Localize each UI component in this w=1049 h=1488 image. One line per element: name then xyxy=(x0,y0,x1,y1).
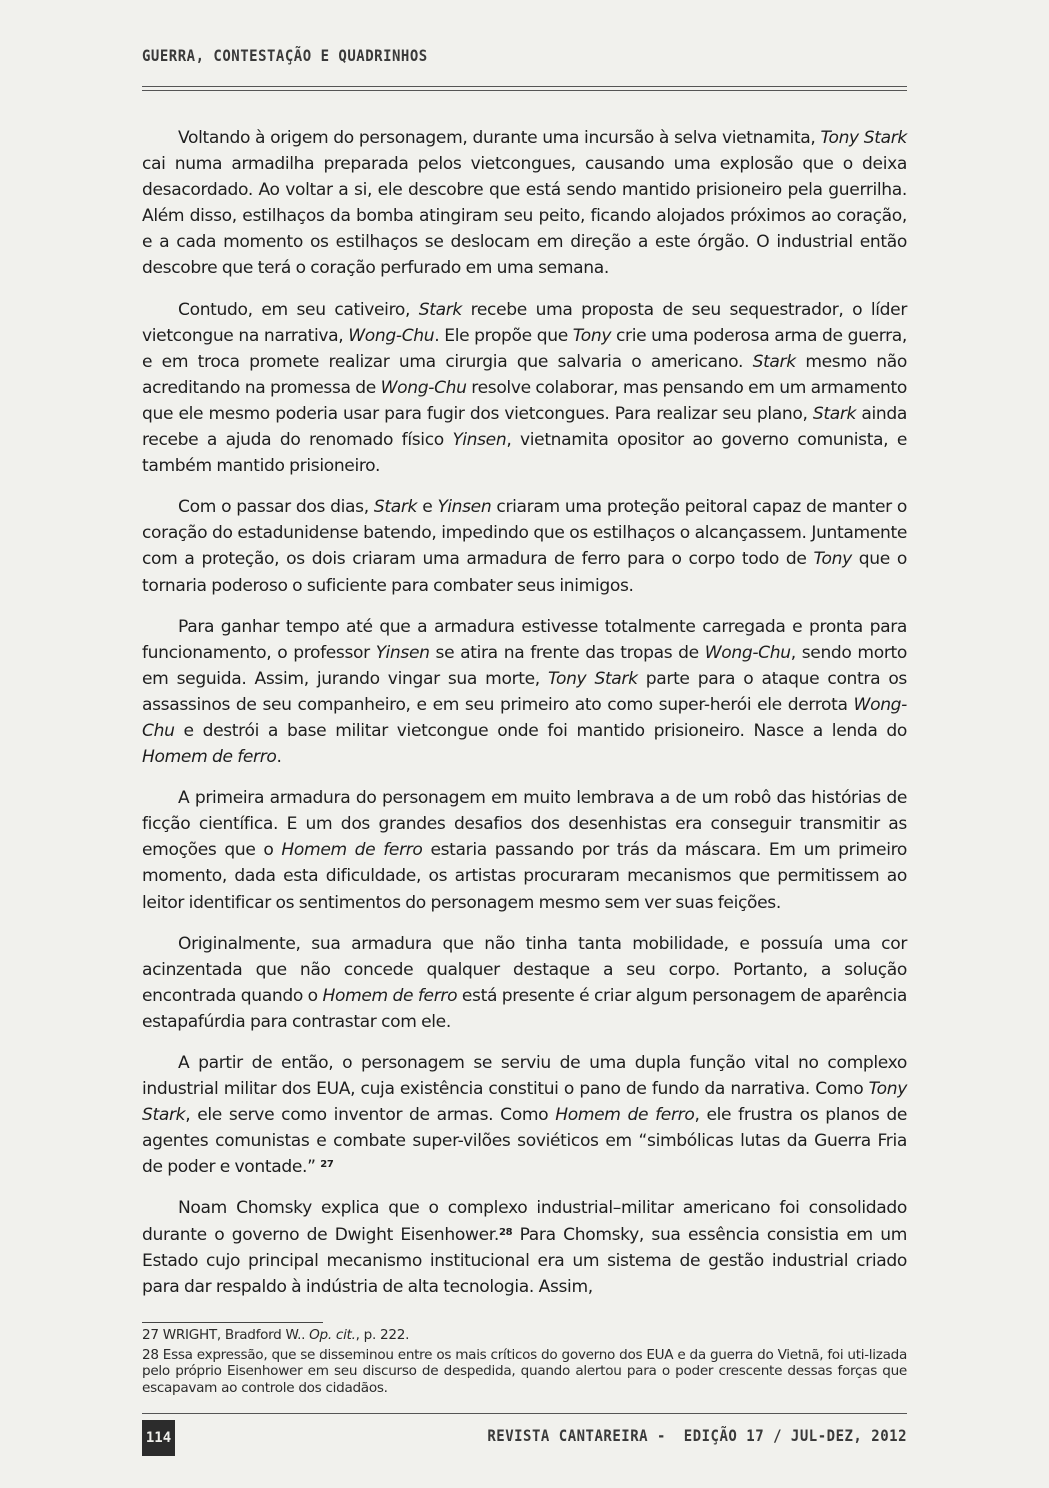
text-run: 28 Essa expressão, que se disseminou entre os mais críticos do governo dos EUA e da guerra do Vietnã, foi uti-lizada pelo próprio Eisenhower em seu discurso de despedida, quando alertou para o poder crescente dessas forças que escapavam ao controle dos cidadãos. xyxy=(142,1346,907,1396)
footer-rule xyxy=(142,1413,907,1414)
italic-text: Stark xyxy=(418,299,462,320)
italic-text: Op. cit. xyxy=(309,1327,356,1343)
page-number: 114 xyxy=(142,1420,175,1456)
italic-text: Wong-Chu xyxy=(704,642,791,663)
text-run: Para Chomsky, sua essência consistia em um Estado cujo principal mecanismo institucional era um sistema de gestão industrial criado para dar respaldo à indústria de alta tecnologia. Assim, xyxy=(142,1224,908,1297)
text-run: parte para o ataque contra os assassinos de seu companheiro, e em seu primeiro ato como super-herói ele derrota xyxy=(142,668,907,715)
article-body xyxy=(142,125,907,1315)
text-run: A partir de então, o personagem se serviu de uma dupla função vital no complexo industrial militar dos EUA, cuja existência constitui o pano de fundo da narrativa. Como xyxy=(142,1053,907,1100)
text-run: , ele serve como inventor de armas. Como xyxy=(185,1105,556,1126)
paragraph xyxy=(142,785,907,915)
italic-text: Tony Stark xyxy=(820,128,907,148)
text-run: está presente é criar algum personagem de aparência estapafúrdia para contrastar com ele. xyxy=(142,985,908,1032)
italic-text: Homem de ferro xyxy=(555,1105,695,1126)
italic-text: Stark xyxy=(812,403,857,424)
text-run: , vietnamita opositor ao governo comunista, e também mantido prisioneiro. xyxy=(142,430,908,477)
paragraph xyxy=(142,1050,907,1180)
italic-text: Wong-Chu xyxy=(348,325,435,346)
text-run: cai numa armadilha preparada pelos vietcongues, causando uma explosão que o deixa desacordado. Ao voltar a si, ele descobre que está sendo mantido prisioneiro pela guerrilha. Além disso, estilhaços da bomba atingiram seu peito, ficando alojados próximos ao coração, e a cada momento os estilhaços se deslocam em direção a este órgão. O industrial então descobre que terá o coração perfurado em uma semana. xyxy=(142,154,907,279)
text-run: Com o passar dos dias, xyxy=(178,497,374,518)
footnote xyxy=(142,1347,907,1397)
text-run: A primeira armadura do personagem em muito lembrava a de um robô das histórias de ficção científica. E um dos grandes desafios dos desenhistas era conseguir transmitir as emoções que o xyxy=(142,788,907,861)
footnote-reference: 27 xyxy=(320,1159,334,1171)
text-run: estaria passando por trás da máscara. Em um primeiro momento, dada esta dificuldade, os artistas procuraram mecanismos que permitissem ao leitor identificar os sentimentos do personagem mesmo sem ver suas feições. xyxy=(142,840,908,913)
italic-text: Tony xyxy=(813,549,852,570)
italic-text: Homem de ferro xyxy=(281,840,423,861)
italic-text: Tony xyxy=(572,325,612,346)
footnote xyxy=(142,1327,907,1344)
text-run: que o tornaria poderoso o suficiente para combater seus inimigos. xyxy=(142,549,907,596)
text-run: e destrói a base militar vietcongue onde foi mantido prisioneiro. Nasce a lenda do xyxy=(174,720,907,741)
text-run: resolve colaborar, mas pensando em um armamento que ele mesmo poderia usar para fugir dos vietcongues. Para realizar seu plano, xyxy=(142,377,908,424)
italic-text: Tony Stark xyxy=(547,668,638,689)
italic-text: Yinsen xyxy=(452,430,507,451)
italic-text: Yinsen xyxy=(437,497,492,518)
text-run: Originalmente, sua armadura que não tinha tanta mobilidade, e possuía uma cor acinzentada que não concede qualquer destaque a seu corpo. Portanto, a solução encontrada quando o xyxy=(142,933,907,1006)
text-run: Noam Chomsky explica que o complexo industrial–militar americano foi consolidado durante o governo de Dwight Eisenhower. xyxy=(142,1198,907,1245)
running-title: GUERRA, CONTESTAÇÃO E QUADRINHOS xyxy=(142,47,428,66)
italic-text: Wong-Chu xyxy=(380,377,467,398)
text-run: . Ele propõe que xyxy=(434,325,573,346)
text-run: ainda recebe a ajuda do renomado físico xyxy=(142,403,907,451)
text-run: 27 WRIGHT, Bradford W.. xyxy=(142,1327,310,1343)
italic-text: Homem de ferro xyxy=(322,985,458,1006)
paragraph xyxy=(142,297,907,480)
paragraph xyxy=(142,494,907,598)
text-run: . xyxy=(276,747,282,768)
italic-text: Tony Stark xyxy=(142,1079,907,1126)
text-run: crie uma poderosa arma de guerra, e em troca promete realizar uma cirurgia que salvaria o americano. xyxy=(142,325,907,372)
text-run: mesmo não acreditando na promessa de xyxy=(142,351,907,398)
text-run: Voltando à origem do personagem, durante uma incursão à selva vietnamita, xyxy=(178,128,821,148)
paragraph xyxy=(142,614,907,771)
text-run: se atira na frente das tropas de xyxy=(429,642,705,663)
italic-text: Wong-Chu xyxy=(142,694,907,741)
text-run: , ele frustra os planos de agentes comunistas e combate super-vilões soviéticos em “simbólicas lutas da Guerra Fria de poder e vontade.” xyxy=(142,1105,908,1178)
paragraph xyxy=(142,125,907,282)
paragraph xyxy=(142,931,907,1035)
italic-text: Stark xyxy=(752,351,796,372)
text-run: recebe uma proposta de seu sequestrador, o líder vietcongue na narrativa, xyxy=(142,299,907,346)
text-run: , p. 222. xyxy=(355,1327,410,1343)
text-run: e xyxy=(417,497,438,518)
footnotes xyxy=(142,1327,907,1399)
header-rule-top xyxy=(142,86,907,87)
header-rule-bottom xyxy=(142,90,907,91)
journal-title: REVISTA CANTAREIRA - EDIÇÃO 17 / JUL-DEZ, 2012 xyxy=(487,1427,907,1446)
footnote-separator xyxy=(142,1322,323,1323)
text-run: Para ganhar tempo até que a armadura estivesse totalmente carregada e pronta para funcionamento, o professor xyxy=(142,616,907,663)
text-run: Contudo, em seu cativeiro, xyxy=(178,299,419,320)
text-run: criaram uma proteção peitoral capaz de manter o coração do estadunidense batendo, impedindo que os estilhaços o alcançassem. Juntamente com a proteção, os dois criaram uma armadura de ferro para o corpo todo de xyxy=(142,497,908,570)
text-run: , sendo morto em seguida. Assim, jurando vingar sua morte, xyxy=(142,642,907,689)
paragraph xyxy=(142,1195,907,1299)
footnote-reference: 28 xyxy=(498,1226,513,1238)
italic-text: Stark xyxy=(373,497,418,518)
italic-text: Yinsen xyxy=(375,642,430,663)
italic-text: Homem de ferro xyxy=(142,747,277,768)
